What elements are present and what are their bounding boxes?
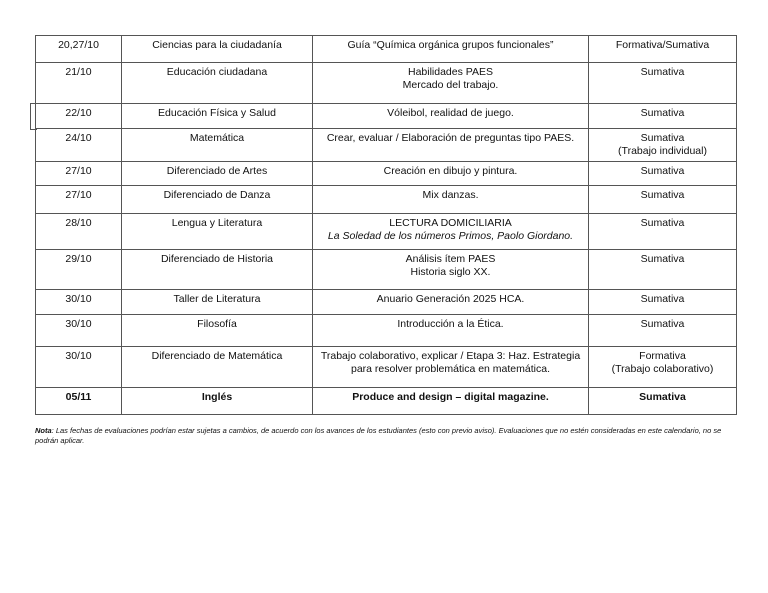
cell-line: para resolver problemática en matemática. bbox=[350, 363, 550, 375]
date-cell bbox=[36, 388, 122, 415]
date-cell bbox=[36, 214, 122, 250]
cell-line: Diferenciado de Historia bbox=[160, 253, 274, 265]
cell-line: Creación en dibujo y pintura. bbox=[383, 165, 518, 177]
cell-line: (Trabajo individual) bbox=[618, 145, 707, 157]
table-row bbox=[36, 250, 737, 290]
activity-cell bbox=[313, 250, 589, 290]
cell-line: Produce and design – digital magazine. bbox=[352, 391, 549, 403]
cell-line: (Trabajo colaborativo) bbox=[611, 363, 714, 375]
subject-cell bbox=[122, 347, 313, 388]
date-cell bbox=[36, 186, 122, 214]
cell-line: 30/10 bbox=[65, 318, 92, 330]
cell-line: Diferenciado de Danza bbox=[163, 189, 271, 201]
cell-line: Formativa/Sumativa bbox=[615, 39, 710, 51]
type-cell bbox=[589, 250, 737, 290]
date-cell bbox=[36, 347, 122, 388]
subject-cell bbox=[122, 388, 313, 415]
type-cell bbox=[589, 290, 737, 315]
cell-line: Historia siglo XX. bbox=[410, 266, 491, 278]
activity-cell bbox=[313, 388, 589, 415]
subject-cell bbox=[122, 315, 313, 347]
table-row bbox=[36, 290, 737, 315]
cell-line: Inglés bbox=[201, 391, 233, 403]
cell-line: Análisis ítem PAES bbox=[405, 253, 496, 265]
type-cell bbox=[589, 315, 737, 347]
cell-line: Sumativa bbox=[640, 132, 685, 144]
cell-line: Anuario Generación 2025 HCA. bbox=[376, 293, 525, 305]
cell-line: Mix danzas. bbox=[422, 189, 479, 201]
cell-line: Sumativa bbox=[640, 318, 685, 330]
cell-line: Lengua y Literatura bbox=[171, 217, 263, 229]
subject-cell bbox=[122, 214, 313, 250]
cell-line: Trabajo colaborativo, explicar / Etapa 3: Haz. Estrategia bbox=[320, 350, 581, 362]
cell-line: Ciencias para la ciudadanía bbox=[152, 39, 282, 51]
type-cell bbox=[589, 129, 737, 162]
cell-line: Diferenciado de Artes bbox=[166, 165, 268, 177]
activity-cell bbox=[313, 347, 589, 388]
activity-cell bbox=[313, 315, 589, 347]
cell-line: Sumativa bbox=[640, 293, 685, 305]
cell-line: Taller de Literatura bbox=[173, 293, 261, 305]
cell-line: Diferenciado de Matemática bbox=[151, 350, 283, 362]
table-row bbox=[36, 36, 737, 63]
type-cell bbox=[589, 162, 737, 186]
activity-cell bbox=[313, 290, 589, 315]
footnote bbox=[35, 426, 745, 446]
subject-cell bbox=[122, 250, 313, 290]
cell-line: Sumativa bbox=[640, 107, 685, 119]
type-cell bbox=[589, 63, 737, 104]
subject-cell bbox=[122, 186, 313, 214]
cell-line: Crear, evaluar / Elaboración de preguntas tipo PAES. bbox=[326, 132, 575, 144]
cell-line: Sumativa bbox=[640, 165, 685, 177]
cell-line: 20,27/10 bbox=[58, 39, 99, 51]
cell-line: Vóleibol, realidad de juego. bbox=[387, 107, 514, 119]
table-row bbox=[36, 214, 737, 250]
cell-line: Introducción a la Ética. bbox=[397, 318, 504, 330]
activity-cell bbox=[313, 162, 589, 186]
subject-cell bbox=[122, 129, 313, 162]
date-cell bbox=[36, 162, 122, 186]
type-cell bbox=[589, 186, 737, 214]
table-row bbox=[36, 315, 737, 347]
activity-cell bbox=[313, 104, 589, 129]
cell-line: 30/10 bbox=[65, 293, 92, 305]
activity-cell bbox=[313, 63, 589, 104]
evaluation-calendar-table bbox=[35, 35, 737, 415]
cell-line: Educación Física y Salud bbox=[158, 107, 276, 119]
cell-line: Educación ciudadana bbox=[166, 66, 268, 78]
cell-line: 27/10 bbox=[65, 165, 92, 177]
cell-line: Sumativa bbox=[640, 66, 685, 78]
table-row bbox=[36, 388, 737, 415]
date-cell bbox=[36, 250, 122, 290]
cell-line: Habilidades PAES bbox=[407, 66, 494, 78]
cell-line: La Soledad de los números Primos, Paolo Giordano. bbox=[327, 230, 574, 242]
cell-line: Mercado del trabajo. bbox=[402, 79, 499, 91]
cell-line: 29/10 bbox=[65, 253, 92, 265]
activity-cell bbox=[313, 36, 589, 63]
date-cell bbox=[36, 290, 122, 315]
type-cell bbox=[589, 214, 737, 250]
cell-line: Formativa bbox=[639, 350, 686, 362]
date-cell bbox=[36, 36, 122, 63]
cell-line: Sumativa bbox=[640, 189, 685, 201]
cell-line: 24/10 bbox=[65, 132, 92, 144]
date-cell bbox=[36, 315, 122, 347]
date-cell bbox=[36, 129, 122, 162]
cell-line: Sumativa bbox=[640, 253, 685, 265]
date-cell bbox=[36, 104, 122, 129]
type-cell bbox=[589, 347, 737, 388]
note-text: : Las fechas de evaluaciones podrían estar sujetas a cambios, de acuerdo con los avances de los estudiantes (esto con previo aviso). Evaluaciones que no estén consideradas en este calendario, no se podrán aplicar. bbox=[35, 426, 722, 445]
subject-cell bbox=[122, 104, 313, 129]
table-row bbox=[36, 186, 737, 214]
cell-line: 28/10 bbox=[65, 217, 92, 229]
cell-line: 27/10 bbox=[65, 189, 92, 201]
activity-cell bbox=[313, 214, 589, 250]
subject-cell bbox=[122, 162, 313, 186]
cell-line: 21/10 bbox=[65, 66, 92, 78]
activity-cell bbox=[313, 129, 589, 162]
cell-line: Guía “Química orgánica grupos funcionales” bbox=[347, 39, 554, 51]
cell-line: Sumativa bbox=[640, 217, 685, 229]
table-row bbox=[36, 162, 737, 186]
type-cell bbox=[589, 104, 737, 129]
table-row bbox=[36, 104, 737, 129]
type-cell bbox=[589, 388, 737, 415]
table-row bbox=[36, 129, 737, 162]
type-cell bbox=[589, 36, 737, 63]
table-row bbox=[36, 63, 737, 104]
activity-cell bbox=[313, 186, 589, 214]
cell-line: Sumativa bbox=[639, 391, 686, 403]
note-label: Nota bbox=[35, 426, 52, 435]
cell-line: 05/11 bbox=[65, 391, 92, 403]
cell-line: 30/10 bbox=[65, 350, 92, 362]
subject-cell bbox=[122, 290, 313, 315]
table-row bbox=[36, 347, 737, 388]
cell-line: 22/10 bbox=[65, 107, 92, 119]
cell-line: Filosofía bbox=[197, 318, 237, 330]
subject-cell bbox=[122, 36, 313, 63]
cell-line: Matemática bbox=[189, 132, 245, 144]
cell-line: LECTURA DOMICILIARIA bbox=[389, 217, 512, 229]
date-cell bbox=[36, 63, 122, 104]
subject-cell bbox=[122, 63, 313, 104]
